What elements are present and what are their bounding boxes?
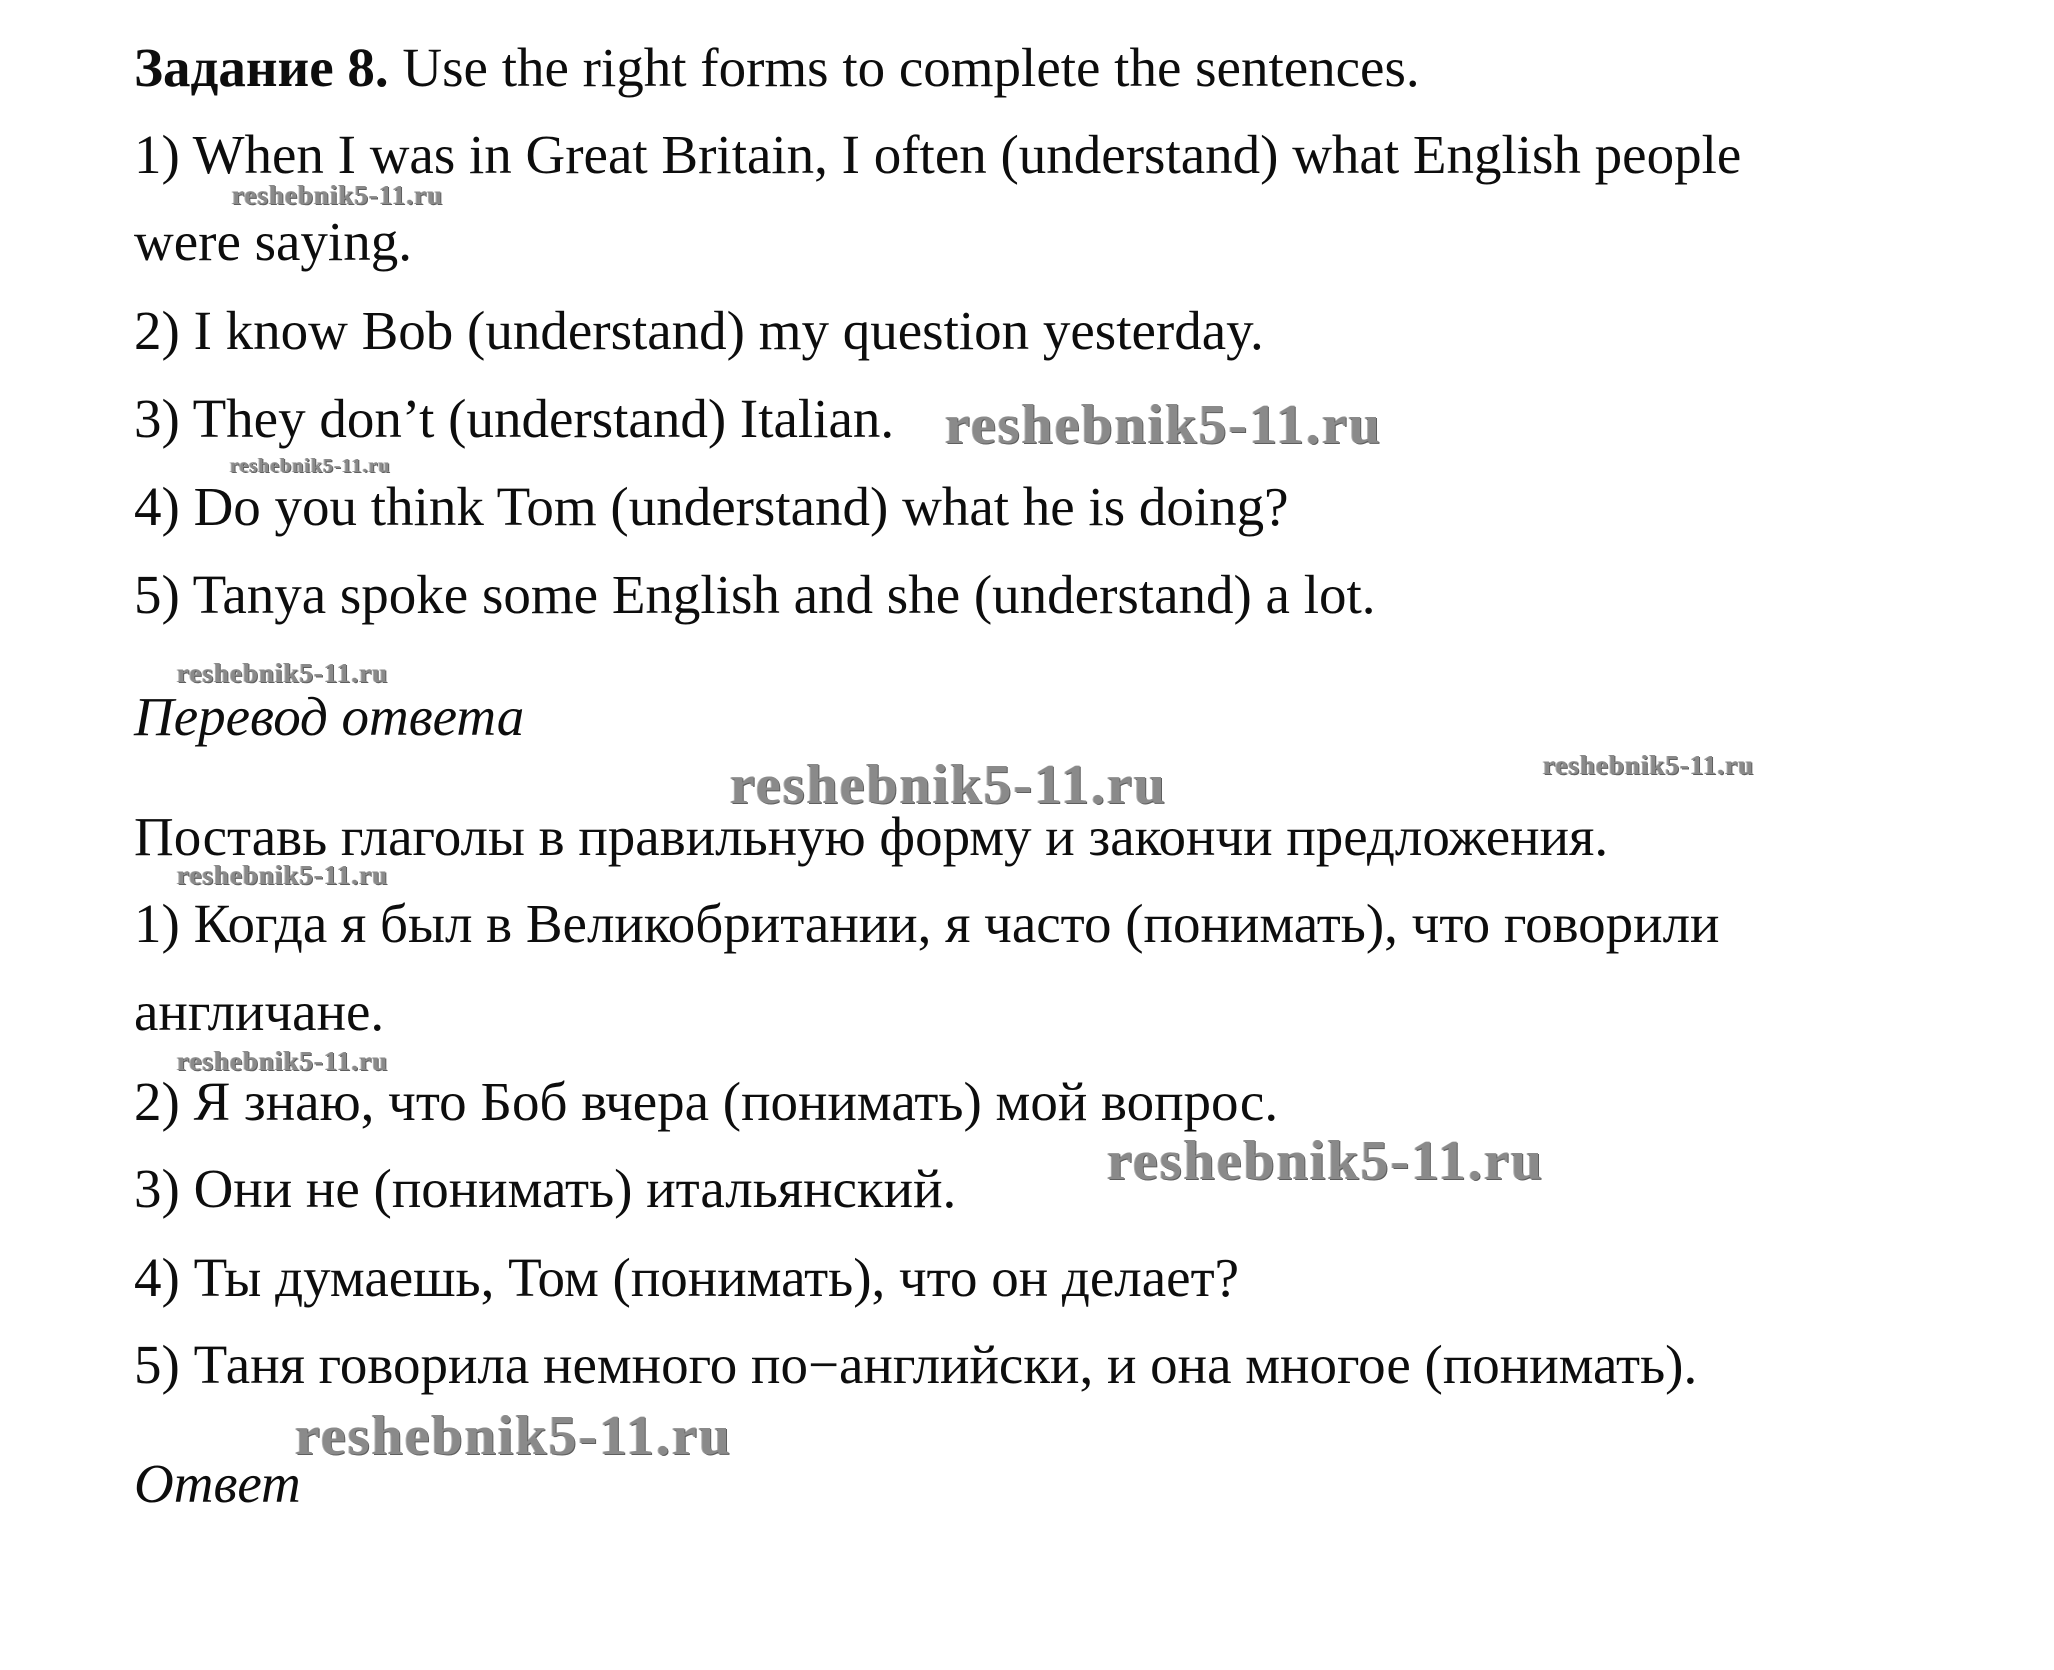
task-label: Задание 8. <box>134 37 389 98</box>
translation-sentence-3: 3) Они не (понимать) итальянский. <box>134 1158 957 1219</box>
watermark: reshebnik5-11.ru <box>1107 1130 1545 1192</box>
english-sentence-5: 5) Tanya spoke some English and she (understand) a lot. <box>134 564 1376 625</box>
translation-sentence-1-continuation: англичане. <box>134 981 385 1042</box>
task-header <box>134 36 1420 100</box>
translation-heading: Перевод ответа <box>134 686 525 747</box>
english-sentence-3: 3) They don’t (understand) Italian. <box>134 388 895 449</box>
answer-heading: Ответ <box>134 1453 301 1514</box>
watermark: reshebnik5-11.ru <box>232 180 444 210</box>
watermark: reshebnik5-11.ru <box>177 1046 389 1076</box>
translation-sentence-1: 1) Когда я был в Великобритании, я часто (понимать), что говорили <box>134 893 1720 954</box>
translation-sentence-2: 2) Я знаю, что Боб вчера (понимать) мой вопрос. <box>134 1071 1279 1132</box>
watermark: reshebnik5-11.ru <box>1543 750 1755 780</box>
task-instruction: Use the right forms to complete the sentences. <box>402 37 1420 98</box>
watermark: reshebnik5-11.ru <box>295 1405 733 1467</box>
translation-instruction: Поставь глаголы в правильную форму и закончи предложения. <box>134 806 1609 867</box>
english-sentence-2: 2) I know Bob (understand) my question yesterday. <box>134 300 1264 361</box>
english-sentence-1: 1) When I was in Great Britain, I often (understand) what English people <box>134 124 1742 185</box>
watermark: reshebnik5-11.ru <box>945 394 1383 456</box>
watermark: reshebnik5-11.ru <box>730 754 1168 816</box>
english-sentence-4: 4) Do you think Tom (understand) what he is doing? <box>134 476 1289 537</box>
translation-sentence-5: 5) Таня говорила немного по−английски, и она многое (понимать). <box>134 1334 1698 1395</box>
watermark: reshebnik5-11.ru <box>177 860 389 890</box>
watermark: reshebnik5-11.ru <box>230 455 391 477</box>
watermark: reshebnik5-11.ru <box>177 658 389 688</box>
translation-sentence-4: 4) Ты думаешь, Том (понимать), что он делает? <box>134 1247 1240 1308</box>
english-sentence-1-continuation: were saying. <box>134 211 412 272</box>
